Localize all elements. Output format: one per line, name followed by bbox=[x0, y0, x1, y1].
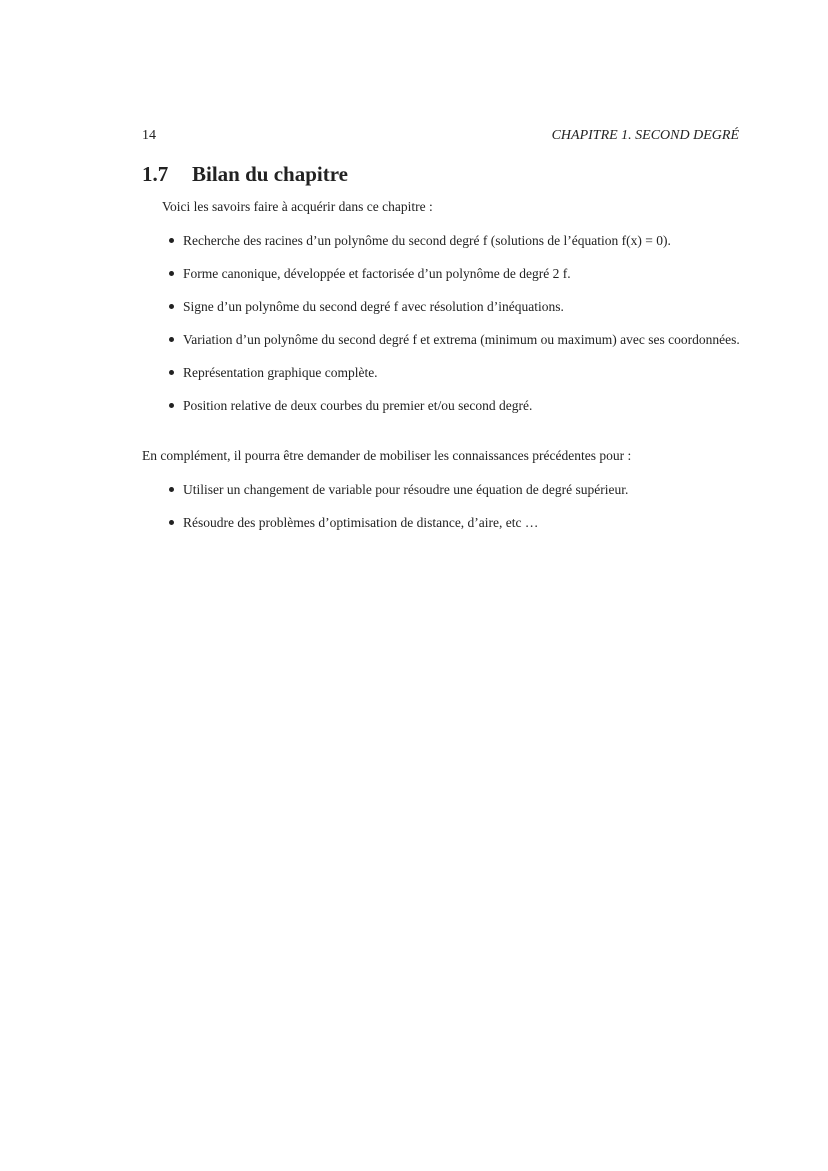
list-item: Représentation graphique complète. bbox=[167, 364, 742, 381]
list-item: Signe d’un polynôme du second degré f avec résolution d’inéquations. bbox=[167, 298, 742, 315]
list-item: Utiliser un changement de variable pour résoudre une équation de degré supérieur. bbox=[167, 481, 742, 498]
section-heading bbox=[142, 162, 348, 187]
list-item: Recherche des racines d’un polynôme du second degré f (solutions de l’équation f(x) = 0). bbox=[167, 232, 742, 249]
section-title: Bilan du chapitre bbox=[192, 162, 348, 186]
section-number: 1.7 bbox=[142, 162, 169, 186]
skills-list bbox=[167, 232, 742, 430]
complement-paragraph: En complément, il pourra être demander de mobiliser les connaissances précédentes pour : bbox=[142, 448, 632, 463]
list-item: Position relative de deux courbes du premier et/ou second degré. bbox=[167, 397, 742, 414]
list-item: Résoudre des problèmes d’optimisation de distance, d’aire, etc … bbox=[167, 514, 742, 531]
extra-skills-list bbox=[167, 481, 742, 547]
list-item: Forme canonique, développée et factorisée d’un polynôme de degré 2 f. bbox=[167, 265, 742, 282]
chapter-title: CHAPITRE 1. SECOND DEGRÉ bbox=[551, 128, 739, 143]
page-number: 14 bbox=[142, 128, 156, 143]
list-item: Variation d’un polynôme du second degré f et extrema (minimum ou maximum) avec ses coordonnées. bbox=[167, 331, 742, 348]
intro-paragraph: Voici les savoirs faire à acquérir dans ce chapitre : bbox=[162, 199, 433, 214]
